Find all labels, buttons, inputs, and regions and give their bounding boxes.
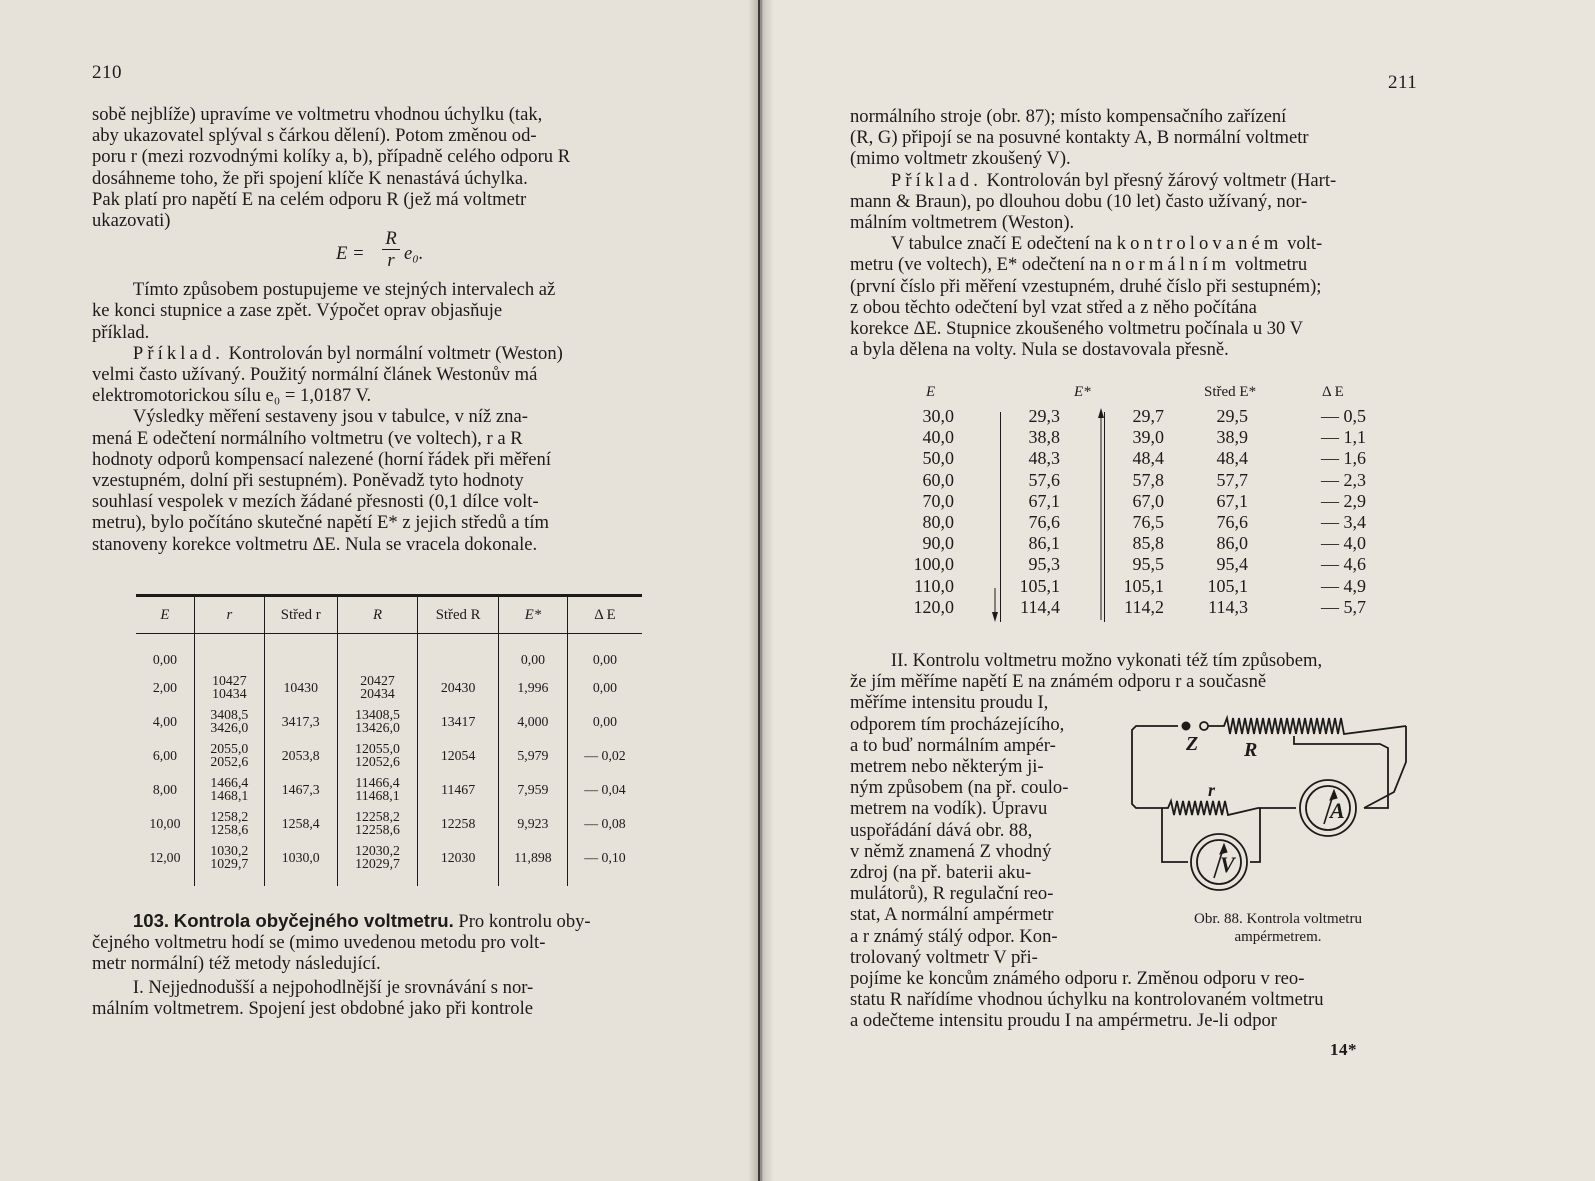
table-cell: 90,0 xyxy=(922,533,954,554)
table-cell xyxy=(194,806,264,840)
cell-value: 12052,6 xyxy=(355,754,400,769)
paragraph xyxy=(92,910,652,975)
column-header: E* xyxy=(1074,384,1091,400)
table-row xyxy=(136,670,642,704)
text-line: souhlasí vespolek v mezích žádané přesnosti (0,1 dílce volt- xyxy=(92,491,539,513)
table-cell: — 0,5 xyxy=(1321,406,1366,426)
table-cell: 76,6 xyxy=(1028,511,1060,532)
text-line: (R, G) připojí se na posuvné kontakty A, B normální voltmetr xyxy=(850,127,1309,149)
text-line: a byla dělena na volty. Nula se dostavovala přesně. xyxy=(850,339,1229,361)
text-line: mená E odečtení normálního voltmetru (ve voltech), r a R xyxy=(92,427,523,449)
table-cell: 11,898 xyxy=(498,840,567,886)
table-cell: 13417 xyxy=(418,704,499,738)
table-cell: 1030,0 xyxy=(264,840,337,886)
table-cell: — 2,3 xyxy=(1321,469,1366,490)
table-cell: 114,2 xyxy=(1124,596,1164,617)
text-line: ným způsobem (na př. coulo- xyxy=(850,777,1069,799)
table-row xyxy=(136,704,642,738)
text-line: hodnoty odporů kompensací nalezené (horní řádek při měření xyxy=(92,448,552,470)
table-row xyxy=(136,738,642,772)
table-cell: 70,0 xyxy=(922,490,954,511)
table-cell: 100,0 xyxy=(913,554,954,575)
table-cell: 6,00 xyxy=(136,738,194,772)
table-cell: 67,0 xyxy=(1132,490,1164,511)
table-cell: 105,1 xyxy=(1207,575,1248,596)
column-header: Δ E xyxy=(567,596,642,634)
spaced-word: normálním xyxy=(1111,254,1231,276)
text-line: volt- xyxy=(1282,233,1323,255)
column-Estar-up xyxy=(1000,406,1060,618)
text-line: Pak platí pro napětí E na celém odporu R (jež má voltmetr xyxy=(92,188,527,210)
paragraph xyxy=(92,343,652,407)
text-line: metru (ve voltech), E* odečtení na xyxy=(850,254,1112,276)
table-cell: 12030 xyxy=(418,840,499,886)
table-cell: — 4,9 xyxy=(1321,575,1366,596)
cell-value: 20427 xyxy=(360,673,395,688)
text-line: a r známý stálý odpor. Kon- xyxy=(850,925,1058,947)
cell-value: 13408,5 xyxy=(355,707,400,722)
cell-value: 20434 xyxy=(360,686,395,701)
cell-value: 2052,6 xyxy=(210,754,249,769)
section-title: Kontrola obyčejného voltmetru. xyxy=(173,910,454,931)
left-page xyxy=(0,0,760,1181)
table-cell xyxy=(337,704,418,738)
text-line: uspořádání dává obr. 88, xyxy=(850,819,1033,841)
table-body xyxy=(136,634,642,887)
column-E xyxy=(882,406,954,618)
table-cell xyxy=(194,840,264,886)
text-line: ukazovati) xyxy=(92,210,171,232)
cell-value: 1258,6 xyxy=(210,822,249,837)
table-cell: 86,1 xyxy=(1028,533,1060,554)
measurement-table-left xyxy=(136,594,642,886)
voltmeter-icon: V xyxy=(1220,852,1235,877)
text-line: metrem nebo některým ji- xyxy=(850,756,1044,778)
paragraph xyxy=(92,406,652,554)
cell-value: 12055,0 xyxy=(355,741,400,756)
text-line: statu R nařídíme vhodnou úchylku na kontrolovaném voltmetru xyxy=(850,989,1324,1011)
paragraph xyxy=(850,170,1412,234)
column-header: E xyxy=(136,596,194,634)
text-line: Pro kontrolu oby- xyxy=(453,911,591,932)
text-line: I. Nejjednodušší a nejpohodlnější je srovnávání s nor- xyxy=(132,976,534,998)
table-cell: 57,6 xyxy=(1028,469,1060,490)
table-row xyxy=(136,806,642,840)
table-cell xyxy=(264,634,337,671)
table-cell: 12054 xyxy=(418,738,499,772)
text-line: mann & Braun), po dlouhou dobu (10 let) často užívaný, nor- xyxy=(850,190,1308,212)
formula-fraction xyxy=(382,229,400,272)
table-cell: — 4,0 xyxy=(1321,533,1366,554)
text-line: pojíme ke koncům známého odporu r. Změnou odporu v reo- xyxy=(850,968,1305,990)
table-cell: — 0,10 xyxy=(584,849,626,865)
table-cell: 95,3 xyxy=(1028,554,1060,575)
column-header: Střed R xyxy=(418,596,499,634)
table-cell: 12258 xyxy=(418,806,499,840)
table-cell: 0,00 xyxy=(498,634,567,671)
label-r: r xyxy=(1208,780,1216,800)
text-line: mulátorů), R regulační reo- xyxy=(850,883,1054,905)
cell-value: 13426,0 xyxy=(355,720,400,735)
column-Estar-down xyxy=(1104,406,1164,618)
text-line: ke konci stupnice a zase zpět. Výpočet oprav objasňuje xyxy=(92,300,503,322)
table-cell: 50,0 xyxy=(922,448,954,469)
table-cell: 57,7 xyxy=(1216,469,1248,490)
text-line: voltmetru xyxy=(1230,254,1308,276)
table-cell: 48,4 xyxy=(1216,448,1248,469)
table-cell: 105,1 xyxy=(1019,575,1060,596)
text-line: dosáhneme toho, že při spojení klíče K nenastává úchylka. xyxy=(92,167,528,189)
table-row xyxy=(136,840,642,886)
figure-caption xyxy=(1138,910,1418,946)
cell-value: 12030,2 xyxy=(355,843,400,858)
table-cell xyxy=(337,772,418,806)
table-cell: 4,000 xyxy=(498,704,567,738)
table-cell xyxy=(337,840,418,886)
table-cell: 0,00 xyxy=(136,634,194,671)
left-text-bottom xyxy=(92,910,652,1019)
table-cell: 9,923 xyxy=(498,806,567,840)
text-line: trolovaný voltmetr V při- xyxy=(850,946,1038,968)
text-line: stat, A normální ampérmetr xyxy=(850,904,1054,926)
text-line: II. Kontrolu voltmetru možno vykonati též tím způsobem, xyxy=(890,650,1323,671)
paragraph xyxy=(850,233,1412,360)
cell-value: 10434 xyxy=(212,686,247,701)
table-cell: 2053,8 xyxy=(264,738,337,772)
table-cell xyxy=(337,806,418,840)
table-cell xyxy=(194,704,264,738)
page-number-right: 211 xyxy=(1388,72,1418,93)
table-cell: 114,3 xyxy=(1208,596,1248,617)
column-header: E* xyxy=(498,596,567,634)
cell-value: 12029,7 xyxy=(355,856,400,871)
text-line: metr normální) též metody následující. xyxy=(92,953,381,975)
text-line: V tabulce značí E odečtení na xyxy=(890,233,1117,255)
table-cell: 86,0 xyxy=(1216,533,1248,554)
text-line: aby ukazovatel splýval s čárkou dělení). Potom změnou od- xyxy=(92,125,537,147)
column-header: E xyxy=(926,384,936,400)
table-cell: 114,4 xyxy=(1020,596,1060,617)
column-dE xyxy=(1294,406,1366,618)
table-cell: 10,00 xyxy=(136,806,194,840)
text-line: Kontrolován byl přesný žárový voltmetr (Hart- xyxy=(982,169,1337,191)
spaced-word: kontrolovaném xyxy=(1116,233,1283,255)
table-cell xyxy=(194,772,264,806)
page-number-left: 210 xyxy=(92,62,122,83)
cell-value: 3426,0 xyxy=(210,720,249,735)
text-line: čejného voltmetru hodí se (mimo uvedenou metodu pro volt- xyxy=(92,932,546,954)
circuit-diagram xyxy=(1124,712,1424,912)
table-cell xyxy=(194,738,264,772)
cell-value: 11466,4 xyxy=(355,775,400,790)
text-line: měříme intensitu proudu I, xyxy=(850,692,1049,714)
table-cell: 7,959 xyxy=(498,772,567,806)
paragraph xyxy=(92,279,652,343)
example-label: Příklad. xyxy=(132,342,225,364)
table-cell: 0,00 xyxy=(592,679,618,695)
table-cell xyxy=(337,634,418,671)
table-cell: 76,6 xyxy=(1216,511,1248,532)
table-cell xyxy=(337,738,418,772)
text-line: že jím měříme napětí E na známém odporu r a současně xyxy=(850,671,1267,693)
ammeter-icon: A xyxy=(1330,798,1345,823)
table-cell: 11467 xyxy=(418,772,499,806)
table-cell: 29,5 xyxy=(1216,406,1248,426)
table-cell: — 2,9 xyxy=(1321,490,1366,511)
formula-lhs: E = xyxy=(336,243,365,265)
text-line: normálního stroje (obr. 87); místo kompensačního zařízení xyxy=(850,106,1287,127)
cell-value: 1258,2 xyxy=(210,809,249,824)
table-row xyxy=(136,634,642,671)
cell-value: 1468,1 xyxy=(210,788,249,803)
formula xyxy=(92,229,652,279)
table-cell: — 3,4 xyxy=(1321,511,1366,532)
table-cell: 1467,3 xyxy=(264,772,337,806)
cell-value: 12258,6 xyxy=(355,822,400,837)
example-label: Příklad. xyxy=(890,169,983,191)
text-line: stanoveny korekce voltmetru ΔE. Nula se vracela dokonale. xyxy=(92,533,538,555)
table-cell: — 0,02 xyxy=(584,747,626,763)
table-cell: 8,00 xyxy=(136,772,194,806)
table-cell: 39,0 xyxy=(1132,427,1164,448)
table-cell: 57,8 xyxy=(1132,469,1164,490)
table-cell: 1258,4 xyxy=(264,806,337,840)
text-line: (mimo voltmetr zkoušený V). xyxy=(850,148,1071,170)
column-header: Střed r xyxy=(264,596,337,634)
signature-mark: 14* xyxy=(1330,1040,1357,1059)
table-cell: 48,3 xyxy=(1028,448,1060,469)
right-text-top xyxy=(850,106,1412,360)
table-cell: 1,996 xyxy=(498,670,567,704)
text-line: zdroj (na př. baterii aku- xyxy=(850,862,1032,884)
text-line: poru r (mezi rozvodnými kolíky a, b), případně celého odporu R xyxy=(92,146,571,168)
arrow-down-icon xyxy=(990,408,1000,622)
table-cell: 20430 xyxy=(418,670,499,704)
table-cell: 80,0 xyxy=(922,511,954,532)
column-header: Střed E* xyxy=(1204,384,1257,400)
column-mid xyxy=(1182,406,1248,618)
cell-value: 10427 xyxy=(212,673,247,688)
table-cell: 29,7 xyxy=(1132,406,1164,426)
table-cell: 67,1 xyxy=(1216,490,1248,511)
table-cell: 85,8 xyxy=(1132,533,1164,554)
table-cell: — 1,1 xyxy=(1321,427,1366,448)
formula-numerator: R xyxy=(382,229,400,250)
text-line: korekce ΔE. Stupnice zkoušeného voltmetru počínala u 30 V xyxy=(850,318,1304,340)
text-line: z obou těchto odečtení byl vzat střed a z něho počítána xyxy=(850,296,1257,318)
text-line: velmi často užívaný. Použitý normální článek Westonův má xyxy=(92,364,538,386)
formula-rhs: e₀. xyxy=(404,243,424,265)
table-cell: 38,8 xyxy=(1028,427,1060,448)
text-line: a odečteme intensitu proudu I na ampérmetru. Je-li odpor xyxy=(850,1010,1278,1032)
table-cell xyxy=(418,634,499,671)
text-line: a to buď normálním ampér- xyxy=(850,734,1056,756)
caption-line: Obr. 88. Kontrola voltmetru xyxy=(1194,911,1362,927)
table-cell: 12,00 xyxy=(136,840,194,886)
text-line: vzestupném, dolní při sestupném). Poněvadž tyto hodnoty xyxy=(92,470,524,492)
column-header: Δ E xyxy=(1322,384,1344,400)
text-line: (první číslo při měření vzestupném, druhé číslo při sestupném); xyxy=(850,275,1322,297)
right-page xyxy=(762,0,1595,1181)
table-cell: 2,00 xyxy=(136,670,194,704)
table-cell: 40,0 xyxy=(922,427,954,448)
cell-value: 1029,7 xyxy=(210,856,249,871)
text-line: odporem tím procházejícího, xyxy=(850,713,1065,735)
table-row xyxy=(136,772,642,806)
text-line: málním voltmetrem (Weston). xyxy=(850,212,1075,234)
text-line: v němž znamená Z vhodný xyxy=(850,840,1052,862)
left-text-top xyxy=(92,104,652,555)
cell-value: 11468,1 xyxy=(355,788,400,803)
cell-value: 1466,4 xyxy=(210,775,249,790)
caption-line: ampérmetrem. xyxy=(1234,929,1322,945)
text-line: Výsledky měření sestaveny jsou v tabulce, v níž zna- xyxy=(132,406,528,428)
table-cell: 48,4 xyxy=(1132,448,1164,469)
text-line: Tímto způsobem postupujeme ve stejných intervalech až xyxy=(132,279,556,301)
table-cell: 5,979 xyxy=(498,738,567,772)
table-cell: 38,9 xyxy=(1216,427,1248,448)
text-line: metrem na vodík). Úpravu xyxy=(850,798,1048,820)
table-cell: 110,0 xyxy=(914,575,954,596)
text-line: sobě nejblíže) upravíme ve voltmetru vhodnou úchylku (tak, xyxy=(92,104,543,125)
text-line: metru), bylo počítáno skutečné napětí E* z jejich středů a tím xyxy=(92,512,549,534)
table-cell: 10430 xyxy=(264,670,337,704)
table-cell: 0,00 xyxy=(592,651,618,667)
table-cell: 3417,3 xyxy=(264,704,337,738)
table-cell: — 0,04 xyxy=(584,781,626,797)
table-cell: 95,5 xyxy=(1132,554,1164,575)
table-cell: 105,1 xyxy=(1123,575,1164,596)
table-cell: 30,0 xyxy=(922,406,954,426)
table-cell: 29,3 xyxy=(1028,406,1060,426)
section-number: 103. xyxy=(132,910,170,931)
cell-value: 2055,0 xyxy=(210,741,249,756)
label-R: R xyxy=(1244,739,1258,761)
formula-denominator: r xyxy=(387,250,395,272)
table-cell: 120,0 xyxy=(913,596,954,617)
table-cell: 76,5 xyxy=(1132,511,1164,532)
column-divider xyxy=(1104,412,1105,622)
table-cell: 4,00 xyxy=(136,704,194,738)
text-line: Kontrolován byl normální voltmetr (Weston) xyxy=(224,342,563,364)
table-cell: — 4,6 xyxy=(1321,554,1366,575)
cell-value: 1030,2 xyxy=(210,843,249,858)
table-cell xyxy=(194,634,264,671)
table-cell: — 0,08 xyxy=(584,815,626,831)
text-line: elektromotorickou sílu e₀ = 1,0187 V. xyxy=(92,385,372,407)
table-cell xyxy=(194,670,264,704)
table-cell: 0,00 xyxy=(592,713,618,729)
table-cell: — 5,7 xyxy=(1321,596,1366,617)
label-Z: Z xyxy=(1186,733,1199,755)
cell-value: 3408,5 xyxy=(210,707,249,722)
cell-value: 12258,2 xyxy=(355,809,400,824)
table-cell xyxy=(337,670,418,704)
column-header: R xyxy=(337,596,418,634)
paragraph xyxy=(92,104,652,231)
column-header: r xyxy=(194,596,264,634)
paragraph xyxy=(850,106,1412,170)
table-cell: 67,1 xyxy=(1028,490,1060,511)
table-cell: 95,4 xyxy=(1216,554,1248,575)
table-header-row xyxy=(136,596,642,634)
table-cell: 60,0 xyxy=(922,469,954,490)
text-line: málním voltmetrem. Spojení jest obdobné jako při kontrole xyxy=(92,997,534,1019)
table-cell: — 1,6 xyxy=(1321,448,1366,469)
paragraph xyxy=(92,977,652,1019)
text-line: příklad. xyxy=(92,321,150,343)
